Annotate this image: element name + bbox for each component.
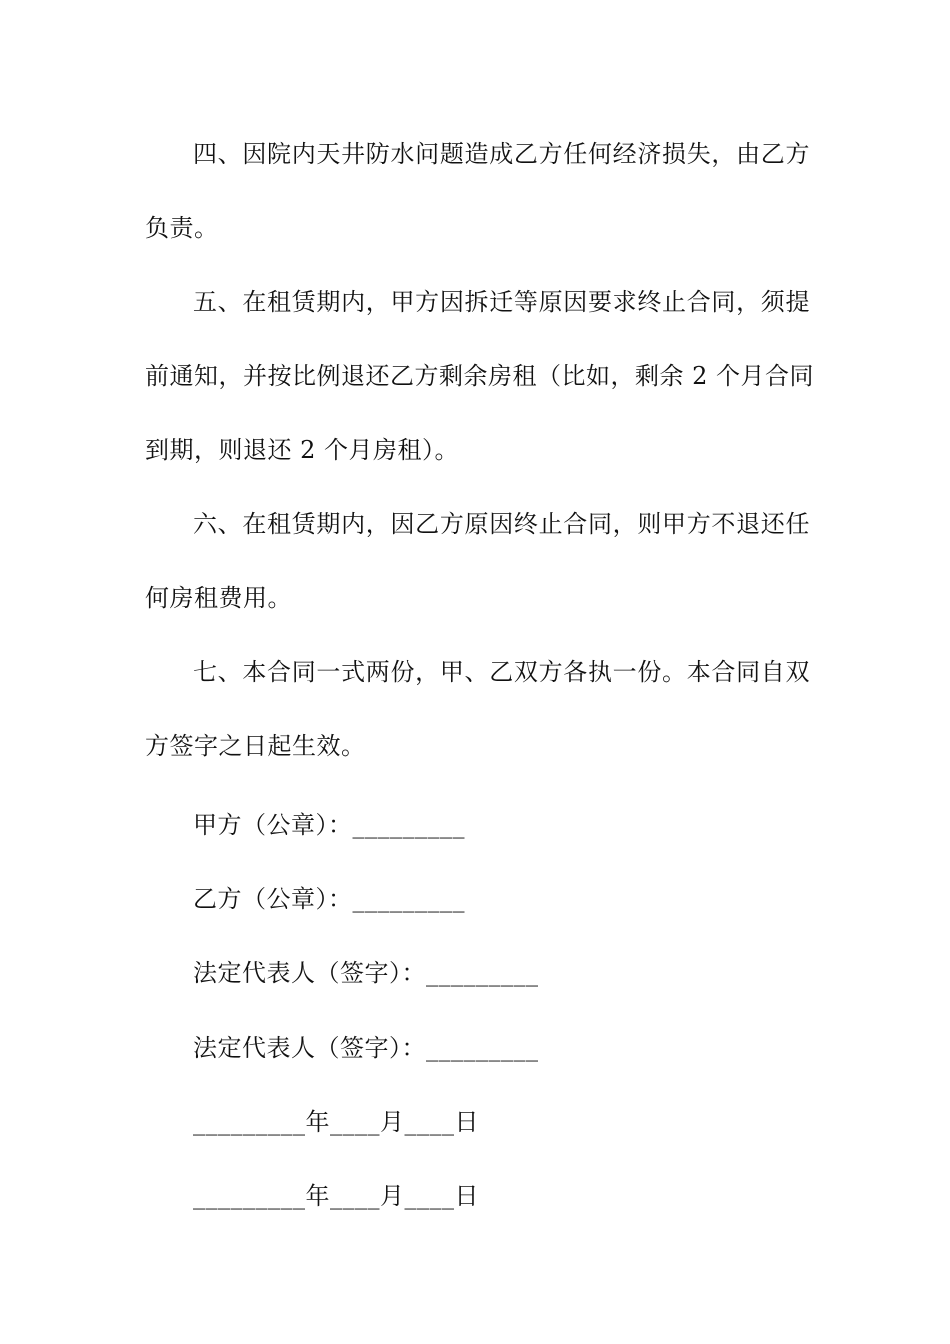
clause-4-line-2: 负责。 bbox=[145, 214, 219, 242]
party-b-seal-line: 乙方（公章）：_________ bbox=[193, 885, 465, 913]
clause-7-line-2: 方签字之日起生效。 bbox=[145, 732, 366, 760]
clause-5-line-2: 前通知，并按比例退还乙方剩余房租（比如，剩余 2 个月合同 bbox=[145, 362, 815, 390]
date-line-2: _________年____月____日 bbox=[193, 1182, 479, 1210]
clause-5-line-3: 到期，则退还 2 个月房租）。 bbox=[145, 436, 460, 464]
clause-7-line-1: 七、本合同一式两份，甲、乙双方各执一份。本合同自双 bbox=[193, 658, 810, 686]
clause-4-line-1: 四、因院内天井防水问题造成乙方任何经济损失，由乙方 bbox=[193, 140, 810, 168]
clause-5-line-1: 五、在租赁期内，甲方因拆迁等原因要求终止合同，须提 bbox=[193, 288, 810, 316]
legal-rep-signature-line-2: 法定代表人（签字）：_________ bbox=[193, 1034, 539, 1062]
clause-6-line-2: 何房租费用。 bbox=[145, 584, 292, 612]
party-a-seal-line: 甲方（公章）：_________ bbox=[193, 811, 465, 839]
clause-6-line-1: 六、在租赁期内，因乙方原因终止合同，则甲方不退还任 bbox=[193, 510, 810, 538]
date-line-1: _________年____月____日 bbox=[193, 1108, 479, 1136]
legal-rep-signature-line-1: 法定代表人（签字）：_________ bbox=[193, 959, 539, 987]
